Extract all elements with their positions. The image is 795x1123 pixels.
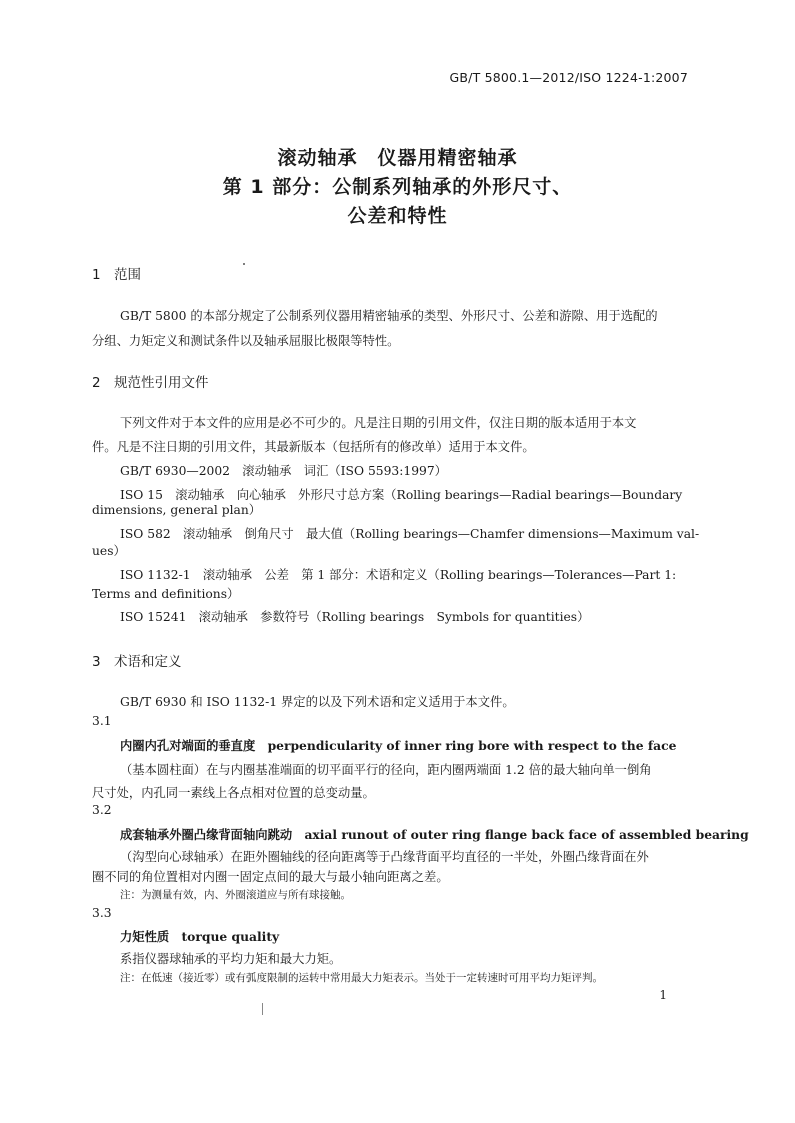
term-number: 3.2 [92, 803, 112, 817]
page-number: 1 [659, 988, 667, 1002]
term-title: 力矩性质 torque quality [120, 929, 280, 944]
scan-speck [243, 263, 245, 265]
section-title: 术语和定义 [114, 654, 182, 670]
term-number: 3.3 [92, 906, 112, 920]
term-number: 3.1 [92, 714, 112, 728]
reference-entry-continued: Terms and definitions） [92, 587, 240, 601]
section-heading-normative-references [92, 371, 209, 391]
term-definition-line: 圈不同的角位置相对内圈一固定点间的最大与最小轴向距离之差。 [92, 870, 449, 884]
paragraph-line: 分组、力矩定义和测试条件以及轴承屈服比极限等特性。 [92, 334, 400, 348]
reference-entry: ISO 1132-1 滚动轴承 公差 第 1 部分：术语和定义（Rolling bearings—Tolerances—Part 1: [120, 568, 677, 582]
paragraph-line: GB/T 6930 和 ISO 1132-1 界定的以及下列术语和定义适用于本文件。 [120, 695, 515, 709]
section-heading-scope [92, 263, 141, 283]
section-number: 3 [92, 654, 101, 670]
term-definition-line: 系指仪器球轴承的平均力矩和最大力矩。 [120, 952, 342, 966]
standard-code: GB/T 5800.1—2012/ISO 1224-1:2007 [449, 70, 688, 85]
section-title: 规范性引用文件 [114, 375, 209, 391]
term-title: 成套轴承外圈凸缘背面轴向跳动 axial runout of outer ring flange back face of assembled bearing [120, 827, 749, 842]
term-definition-line: （沟型向心球轴承）在距外圈轴线的径向距离等于凸缘背面平均直径的一半处，外圈凸缘背面在外 [120, 850, 649, 864]
doc-title-line3: 公差和特性 [347, 205, 448, 227]
term-note: 注：为测量有效，内、外圈滚道应与所有球接触。 [120, 889, 351, 901]
reference-entry: ISO 582 滚动轴承 倒角尺寸 最大值（Rolling bearings—Chamfer dimensions—Maximum val- [120, 527, 700, 541]
term-definition-line: 尺寸处，内孔同一素线上各点相对位置的总变动量。 [92, 786, 375, 800]
section-heading-terms [92, 650, 182, 670]
term-title: 内圈内孔对端面的垂直度 perpendicularity of inner ring bore with respect to the face [120, 738, 677, 753]
scan-mark [262, 1003, 263, 1015]
reference-entry: ISO 15 滚动轴承 向心轴承 外形尺寸总方案（Rolling bearings—Radial bearings—Boundary [120, 488, 683, 502]
paragraph-line: 下列文件对于本文件的应用是必不可少的。凡是注日期的引用文件，仅注日期的版本适用于本文 [120, 416, 637, 430]
section-number: 1 [92, 267, 101, 283]
term-note: 注：在低速（接近零）或有弧度限制的运转中常用最大力矩表示。当处于一定转速时可用平均力矩评判。 [120, 972, 603, 984]
paragraph-line: GB/T 5800 的本部分规定了公制系列仪器用精密轴承的类型、外形尺寸、公差和游隙、用于选配的 [120, 309, 658, 323]
term-definition-line: （基本圆柱面）在与内圈基准端面的切平面平行的径向，距内圈两端面 1.2 倍的最大轴向单一倒角 [120, 763, 652, 777]
reference-entry-continued: ues） [92, 544, 126, 558]
reference-entry: ISO 15241 滚动轴承 参数符号（Rolling bearings Symbols for quantities） [120, 610, 590, 624]
paragraph-line: 件。凡是不注日期的引用文件，其最新版本（包括所有的修改单）适用于本文件。 [92, 440, 535, 454]
section-title: 范围 [114, 267, 141, 283]
doc-title-line2: 第 1 部分：公制系列轴承的外形尺寸、 [222, 176, 573, 198]
section-number: 2 [92, 375, 101, 391]
doc-title-line1: 滚动轴承 仪器用精密轴承 [277, 147, 518, 169]
reference-entry: GB/T 6930—2002 滚动轴承 词汇（ISO 5593:1997） [120, 464, 447, 478]
reference-entry-continued: dimensions, general plan） [92, 503, 262, 517]
